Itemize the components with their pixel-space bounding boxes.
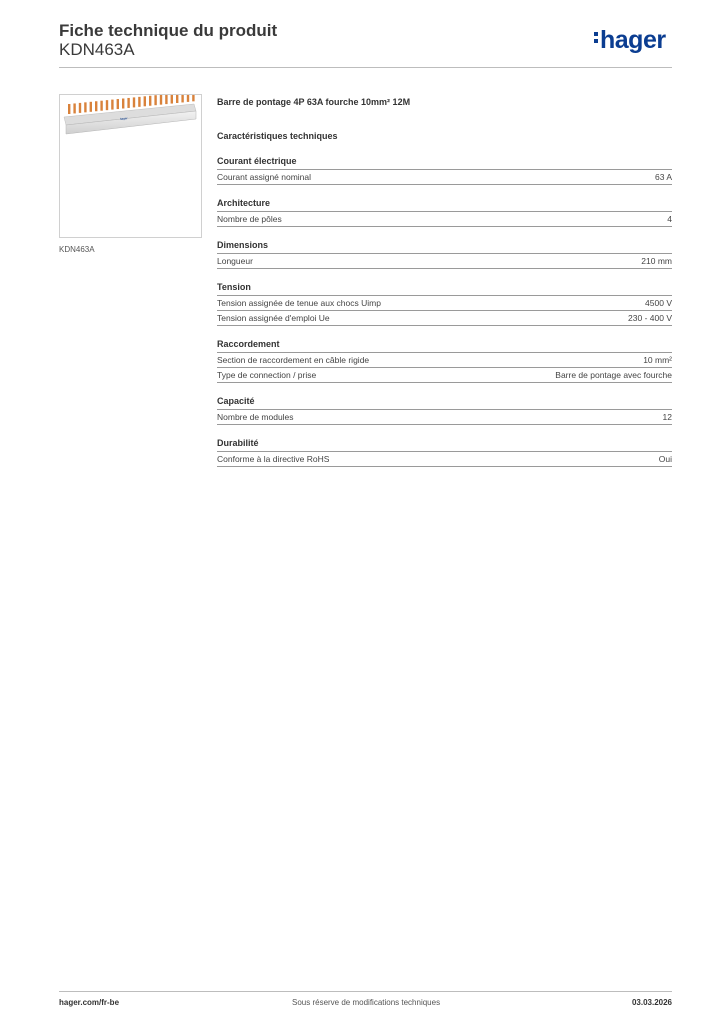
copper-prong [127,98,129,108]
spec-row [217,452,672,467]
spec-row [217,254,672,269]
spec-value: 63 A [654,172,672,182]
spec-value: 12 [662,412,672,422]
svg-text:hager: hager [119,116,128,121]
copper-prong [176,95,178,103]
spec-label: Type de connection / prise [217,370,317,380]
footer-divider [59,991,672,992]
copper-prong [160,95,162,105]
spec-label: Courant assigné nominal [217,172,312,182]
copper-prong [106,100,108,110]
busbar-illustration [60,95,201,237]
spec-value: 230 - 400 V [628,313,672,323]
spec-group-title: Architecture [217,197,672,212]
copper-prong [68,104,70,114]
copper-prong [171,95,173,104]
spec-group-title: Durabilité [217,437,672,452]
image-caption: KDN463A [59,245,95,254]
spec-label: Nombre de pôles [217,214,282,224]
footer-website: hager.com/fr-be [59,998,120,1007]
spec-value: Oui [658,454,672,464]
spec-groups [217,155,672,467]
copper-prong [100,101,102,111]
spec-group [217,395,672,425]
spec-group-title: Dimensions [217,239,672,254]
specs-heading: Caractéristiques techniques [217,131,338,141]
spec-row [217,212,672,227]
spec-row [217,368,672,383]
copper-prong [111,100,113,110]
hager-logo: hager [594,26,666,55]
spec-value: 210 mm [641,256,672,266]
spec-sheet [217,97,672,479]
spec-row [217,170,672,185]
copper-prong [187,95,189,102]
spec-group [217,155,672,185]
copper-prong [117,99,119,109]
spec-label: Nombre de modules [217,412,294,422]
spec-group [217,197,672,227]
header-divider [59,67,672,68]
copper-prong [79,103,81,113]
product-reference: KDN463A [59,40,135,59]
spec-group [217,338,672,383]
spec-label: Longueur [217,256,253,266]
copper-prong [84,102,86,112]
spec-row [217,296,672,311]
spec-group [217,437,672,467]
spec-group-title: Tension [217,281,672,296]
copper-prong [90,102,92,112]
spec-value: 10 mm² [643,355,672,365]
copper-prong [122,99,124,109]
copper-prong [133,97,135,107]
spec-label: Conforme à la directive RoHS [217,454,330,464]
copper-prong [95,101,97,111]
page-title: Fiche technique du produit [59,21,278,40]
copper-prong [138,97,140,107]
footer-notice: Sous réserve de modifications techniques [292,998,441,1007]
spec-value: Barre de pontage avec fourche [555,370,672,380]
spec-label: Tension assignée d'emploi Ue [217,313,330,323]
spec-group [217,239,672,269]
spec-group-title: Courant électrique [217,155,672,170]
product-image [59,94,202,238]
spec-group-title: Raccordement [217,338,672,353]
spec-group [217,281,672,326]
copper-prong [144,96,146,106]
spec-value: 4 [667,214,672,224]
copper-prong [154,95,156,105]
copper-prong [165,95,167,104]
copper-prong [181,95,183,102]
copper-prong [192,95,194,101]
footer-date: 03.03.2026 [631,998,672,1007]
spec-value: 4500 V [645,298,672,308]
spec-row [217,353,672,368]
spec-row [217,410,672,425]
copper-prong [73,103,75,113]
copper-prong [149,96,151,106]
product-description: Barre de pontage 4P 63A fourche 10mm² 12M [217,97,411,107]
spec-label: Tension assignée de tenue aux chocs Uimp [217,298,381,308]
spec-group-title: Capacité [217,395,672,410]
spec-label: Section de raccordement en câble rigide [217,355,370,365]
spec-row [217,311,672,326]
